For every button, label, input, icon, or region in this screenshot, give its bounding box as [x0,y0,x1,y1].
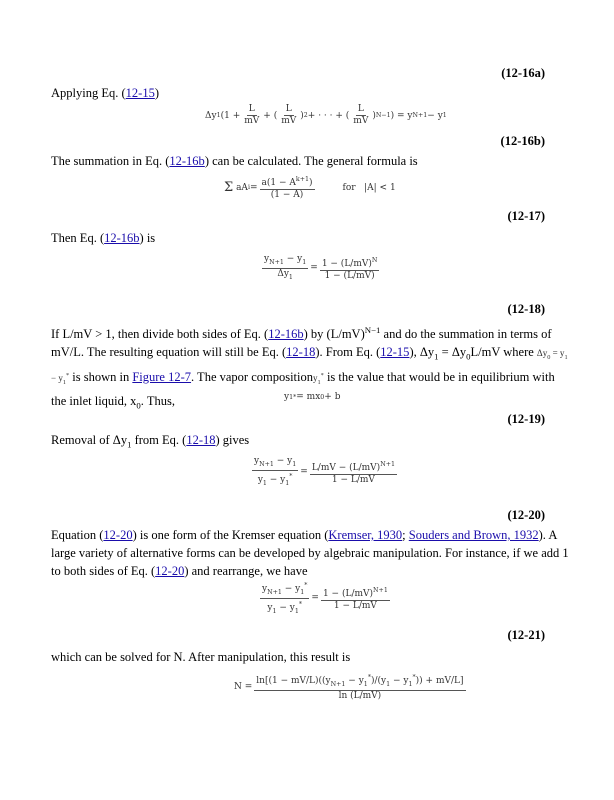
eq-link[interactable]: 12-15 [125,86,155,100]
eq-link[interactable]: 12-16b [169,154,205,168]
equation-number: (12-17) [507,209,545,223]
equation-image: Σ aA i = $\frac{a(1 - A^{k+1})}{(1 - A)}$ for |A| < 1 [224,176,396,200]
equation-image: $\frac{y_{N+1} - y_1}{\Delta y_1}$ = $\frac{1 - (L/mV)^N}{1 - (L/mV)}$ [264,254,378,281]
paragraph: Then Eq. (12-16b) is [51,231,156,245]
citation-link[interactable]: Souders and Brown, 1932 [408,528,539,542]
paragraph: The summation in Eq. (12-16b) can be calculated. The general formula is [51,154,418,168]
equation-number: (12-21) [507,628,545,642]
equation-image: Δy 1 (1 + $\frac{L}{mV}$ + ( $\frac{L}{mV}$ ) 2 + · · · + ( $\frac{L}{mV}$ ) N−1 ) = y N+1 − y 1 [205,104,447,126]
figure-link[interactable]: Figure 12-7 [132,369,192,384]
paragraph: Equation (12-20) is one form of the Kremser equation (Kremser, 1930; Souders and Brown, 1932). A large variety of alternative forms can be developed by algebraic manipulation. For instance, if we add 1 to both sides of Eq. (12-20) and rearrange, we have [51,528,569,578]
equation-number: (12-16b) [500,134,545,148]
equation-image: $\frac{y_{N+1} - y_1}{y_1 - y_1^*}$ = $\frac{L/mV - (L/mV)^{N+1}}{1 - L/mV}$ [254,456,395,487]
eq-link[interactable]: 12-16b [104,231,140,245]
equation-number: (12-20) [507,508,545,522]
equation-number: (12-19) [507,412,545,426]
paragraph: which can be solved for N. After manipulation, this result is [51,650,351,664]
inline-equation-image: $y_1^*$ [313,371,324,386]
eq-link[interactable]: 12-18 [286,345,316,360]
citation-link[interactable]: Kremser, 1930 [328,528,403,542]
paragraph: If L/mV > 1, then divide both sides of Eq. (12-16b) by $(L/mV)^{N-1}$ and do the summation in terms of mV/L. The resulting equation will still be Eq. (12-18). From Eq. (12-15), $\Delta y_1 = \Delta y_0L/mV$ where $\Delta y_0 = y_1 - y_1^*$ is shown in Figure 12-7. The vapor compositiony$_1$* is the value that would be in equilibrium with the inlet liquid, $x_0$. Thus, [51,325,568,411]
eq-link[interactable]: 12-15 [380,345,410,360]
eq-link[interactable]: 12-16b [268,327,304,342]
eq-link[interactable]: 12-20 [103,528,133,542]
inline-equation-image: $\Delta y_0 = y_1 - y_1^*$ [51,348,568,386]
equation-image: N = $\frac{\ln[(1 - mV/L)((y_{N+1} - y_1^*)/(y_1 - y_1^*)) + mV/L]}{\ln (L/mV)}$ [234,674,464,701]
equation-image: y 1 * = mx 0 + b [284,392,341,402]
eq-link[interactable]: 12-18 [186,433,216,447]
equation-number: (12-18) [507,302,545,316]
equation-number: (12-16a) [501,66,545,80]
eq-link[interactable]: 12-20 [155,564,185,578]
paragraph: Removal of $\Delta y_1$ from Eq. (12-18) gives [51,433,250,450]
paragraph: Applying Eq. (12-15) [51,86,159,100]
equation-image: $\frac{y_{N+1} - y_1^*}{y_1 - y_1^*}$ = $\frac{1 - (L/mV)^{N+1}}{1 - L/mV}$ [262,582,388,615]
